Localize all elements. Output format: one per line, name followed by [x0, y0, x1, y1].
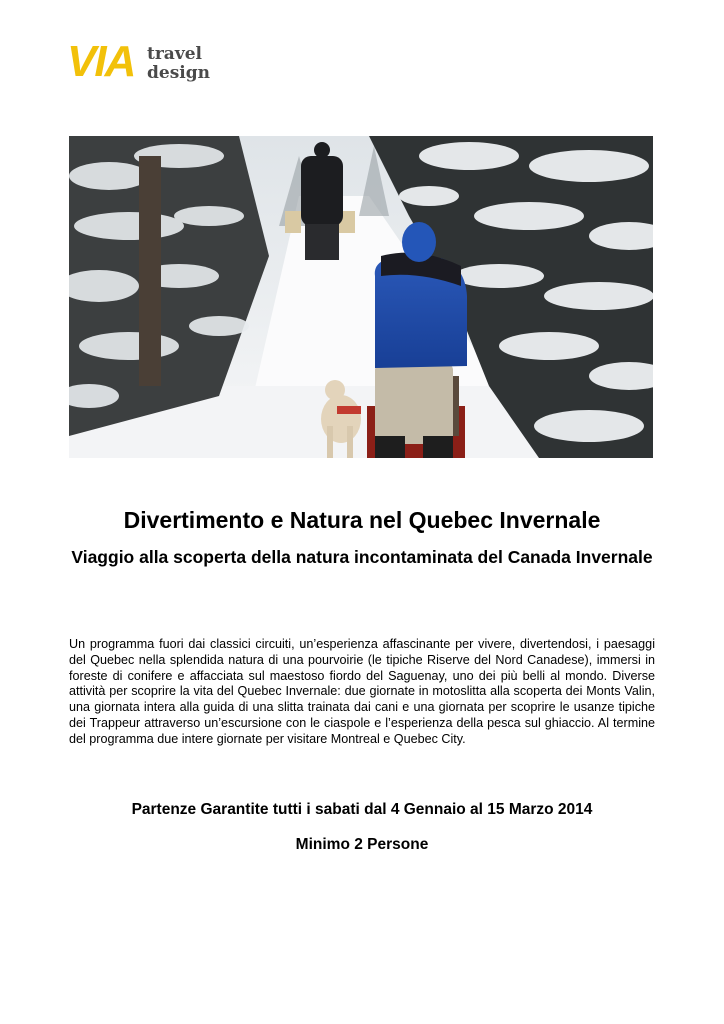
- departures-info: Partenze Garantite tutti i sabati dal 4 Gennaio al 15 Marzo 2014: [131, 801, 593, 818]
- logo-line-2: design: [147, 63, 210, 83]
- logo-mark: VIA: [67, 37, 135, 86]
- minimum-participants: Minimo 2 Persone: [295, 836, 429, 853]
- document-title: Divertimento e Natura nel Quebec Invernale: [123, 507, 601, 533]
- logo-line-1: travel: [147, 44, 202, 64]
- document-subtitle: Viaggio alla scoperta della natura incontaminata del Canada Invernale: [71, 547, 653, 567]
- dog-sled-photo: [69, 136, 653, 458]
- via-travel-design-logo: [67, 37, 227, 86]
- description-paragraph: Un programma fuori dai classici circuiti, un’esperienza affascinante per vivere, divertendosi, i paesaggi del Quebec nella splendida natura di una pourvoirie (le tipiche Riserve del Nord Canadese), immersi in foreste di conifere e affacciata sul maestoso fiordo del Saguenay, uno dei più belli al mondo. Diverse attività per scoprire la vita del Quebec Invernale: due giornate in motoslitta alla scoperta dei Monts Valin, una giornata intera alla guida di una slitta trainata dai cani e una giornata per scoprire le usanze tipiche dei Trappeur attraverso un’escursione con le ciaspole e l’esperienza della pesca sul ghiaccio. Al termine del programma due intere giornate per visitare Montreal e Quebec City.: [69, 637, 655, 746]
